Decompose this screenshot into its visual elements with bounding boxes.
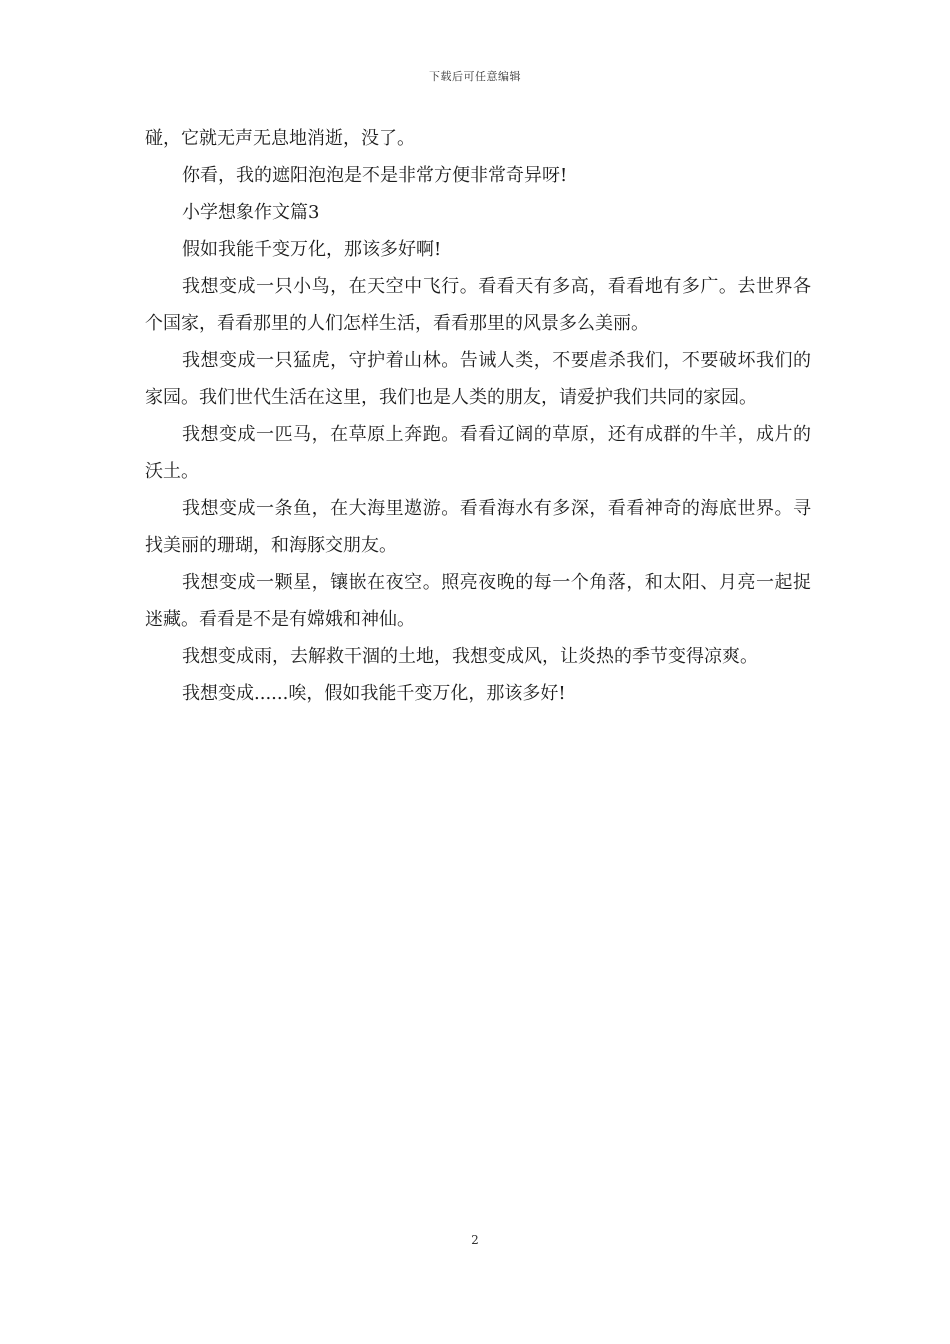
paragraph: 你看，我的遮阳泡泡是不是非常方便非常奇异呀! (182, 165, 568, 186)
page-header: 下载后可任意编辑 (429, 70, 521, 83)
section-heading: 小学想象作文篇3 (182, 202, 320, 223)
paragraph: 我想变成一条鱼，在大海里遨游。看看海水有多深，看看神奇的海底世界。寻找美丽的珊瑚，和海豚交朋友。 (145, 498, 811, 556)
paragraph: 我想变成雨，去解救干涸的土地，我想变成风，让炎热的季节变得凉爽。 (182, 646, 758, 667)
page-number: 2 (471, 1233, 479, 1247)
paragraph: 我想变成一匹马，在草原上奔跑。看看辽阔的草原，还有成群的牛羊，成片的沃土。 (145, 424, 811, 482)
paragraph: 假如我能千变万化，那该多好啊! (182, 239, 442, 260)
paragraph: 碰，它就无声无息地消逝，没了。 (145, 128, 415, 149)
paragraph: 我想变成一颗星，镶嵌在夜空。照亮夜晚的每一个角落，和太阳、月亮一起捉迷藏。看看是不是有嫦娥和神仙。 (145, 572, 811, 630)
paragraph: 我想变成......唉，假如我能千变万化，那该多好! (182, 683, 566, 704)
document-body (145, 120, 811, 712)
paragraph: 我想变成一只小鸟，在天空中飞行。看看天有多高，看看地有多广。去世界各个国家，看看那里的人们怎样生活，看看那里的风景多么美丽。 (145, 276, 811, 334)
paragraph: 我想变成一只猛虎，守护着山林。告诫人类，不要虐杀我们，不要破坏我们的家园。我们世代生活在这里，我们也是人类的朋友，请爱护我们共同的家园。 (145, 350, 811, 408)
